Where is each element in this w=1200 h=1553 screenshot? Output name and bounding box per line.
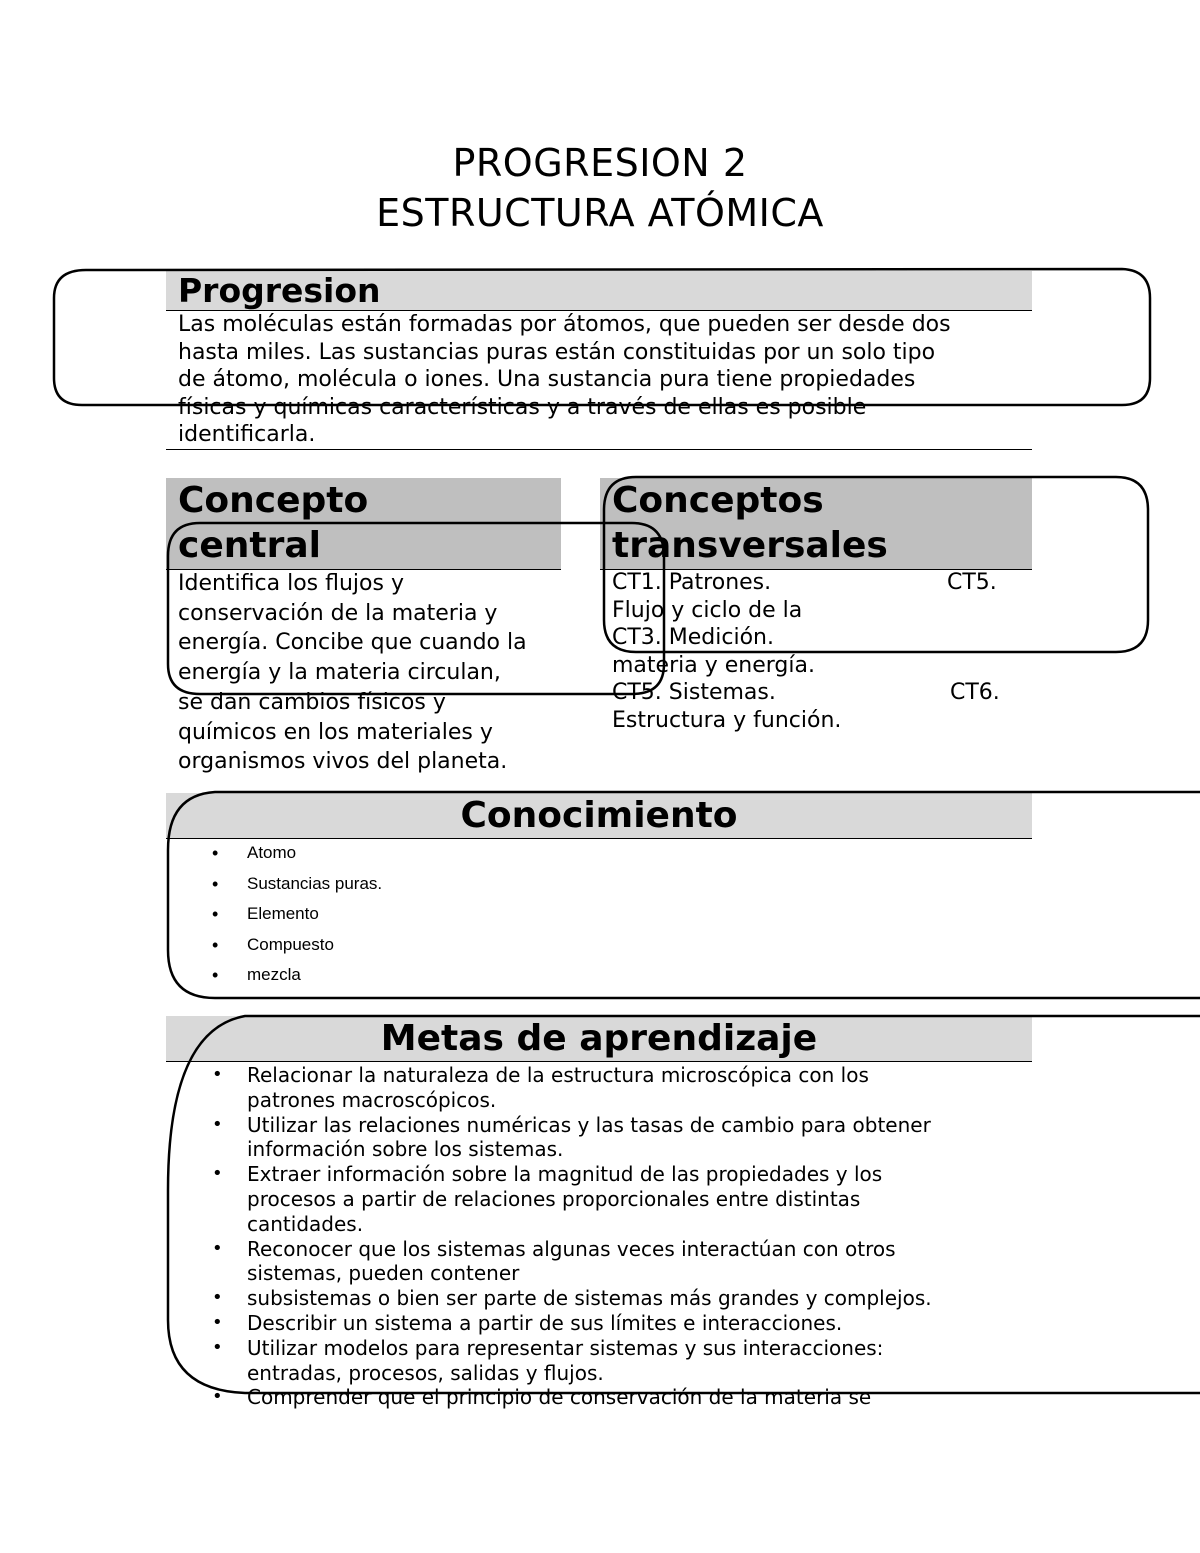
concepto-central-line: energía. Concibe que cuando la <box>178 630 527 656</box>
concepto-central-header <box>166 478 561 570</box>
list-item-text: Extraer información sobre la magnitud de las propiedades y los <box>247 1162 883 1187</box>
progresion-header <box>166 271 1032 311</box>
list-item-text: Compuesto <box>247 934 334 954</box>
ct-row-left: CT3. Medición. <box>612 625 774 650</box>
ct-row <box>612 624 1032 652</box>
list-item <box>166 1336 1032 1386</box>
list-item-text: mezcla <box>247 965 301 984</box>
concepto-central-line: organismos vivos del planeta. <box>178 749 508 775</box>
bullet-icon: • <box>212 1163 223 1185</box>
concepto-central-line: se dan cambios físicos y <box>178 689 446 715</box>
ct-row-right: CT6. <box>950 680 1000 705</box>
list-item <box>166 838 1032 869</box>
metas-heading: Metas de aprendizaje <box>380 1018 818 1059</box>
conocimiento-list <box>166 838 1032 991</box>
ct-row <box>612 597 1032 625</box>
concepto-central-heading-2: central <box>178 525 321 566</box>
list-item-text: subsistemas o bien ser parte de sistemas más grandes y complejos. <box>247 1286 932 1311</box>
list-item <box>166 1385 1032 1410</box>
list-item-text: Utilizar las relaciones numéricas y las tasas de cambio para obtener <box>247 1112 931 1137</box>
page-title-line2: ESTRUCTURA ATÓMICA <box>376 191 824 235</box>
list-item <box>166 1311 1032 1336</box>
ct-row <box>612 569 1032 597</box>
list-item-text: Utilizar modelos para representar sistemas y sus interacciones: <box>247 1335 884 1360</box>
bullet-icon: • <box>212 1064 223 1085</box>
list-item-text: Relacionar la naturaleza de la estructura microscópica con los <box>247 1063 869 1087</box>
progresion-line: identificarla. <box>178 422 316 447</box>
progresion-line: físicas y químicas características y a través de ellas es posible <box>178 394 867 420</box>
list-item-text: Comprender que el principio de conservación de la materia se <box>247 1385 872 1410</box>
ct-row-left: Flujo y ciclo de la <box>612 597 803 623</box>
progresion-divider <box>166 449 1032 450</box>
concepto-central-text <box>178 569 568 777</box>
conceptos-transversales-heading-2: transversales <box>612 525 888 566</box>
progresion-line: hasta miles. Las sustancias puras están constituidas por un solo tipo <box>178 339 936 365</box>
conceptos-transversales-heading-1: Conceptos <box>612 480 824 521</box>
ct-row-left: Estructura y función. <box>612 707 842 733</box>
list-item <box>166 1286 1032 1311</box>
bullet-icon: • <box>212 1386 223 1408</box>
list-item <box>166 1063 1032 1113</box>
ct-row-left: materia y energía. <box>612 652 815 678</box>
bullet-icon: • <box>212 1113 223 1135</box>
page-title-line1: PROGRESION 2 <box>452 141 748 185</box>
metas-list <box>166 1063 1032 1410</box>
list-item-text: sistemas, pueden contener <box>247 1261 520 1286</box>
list-item <box>166 1113 1032 1163</box>
concepto-central-line: conservación de la materia y <box>178 600 498 626</box>
list-item <box>166 1162 1032 1236</box>
conceptos-transversales-header <box>600 478 1032 570</box>
ct-row <box>612 652 1032 680</box>
bullet-icon: • <box>212 1237 223 1259</box>
list-item-text: Reconocer que los sistemas algunas veces interactúan con otros <box>247 1236 896 1261</box>
list-item <box>166 960 1032 991</box>
bullet-icon: • <box>212 934 219 955</box>
list-item-text: patrones macroscópicos. <box>247 1087 497 1112</box>
list-item-text: Elemento <box>247 904 319 923</box>
bullet-icon: • <box>212 843 219 863</box>
list-item-text: Describir un sistema a partir de sus límites e interacciones. <box>247 1310 843 1335</box>
ct-row-left: CT5. Sistemas. <box>612 680 776 705</box>
list-item-text: entradas, procesos, salidas y flujos. <box>247 1360 604 1385</box>
progresion-line: de átomo, molécula o iones. Una sustancia pura tiene propiedades <box>178 367 916 392</box>
list-item-text: Atomo <box>247 843 297 862</box>
concepto-central-line: químicos en los materiales y <box>178 719 493 745</box>
list-item <box>166 930 1032 961</box>
concepto-central-line: energía y la materia circulan, <box>178 660 501 686</box>
conocimiento-heading: Conocimiento <box>460 795 738 836</box>
list-item <box>166 869 1032 900</box>
concepto-central-heading-1: Concepto <box>178 480 369 521</box>
metas-header <box>166 1016 1032 1062</box>
bullet-icon: • <box>212 1287 223 1309</box>
list-item <box>166 899 1032 930</box>
progresion-heading: Progresion <box>178 271 381 310</box>
list-item-text: Sustancias puras. <box>247 873 383 893</box>
progresion-line: Las moléculas están formadas por átomos, que pueden ser desde dos <box>178 312 951 337</box>
concepto-central-line: Identifica los flujos y <box>178 571 404 596</box>
list-item-text: información sobre los sistemas. <box>247 1137 564 1162</box>
ct-row-right: CT5. <box>947 570 997 595</box>
list-item-text: cantidades. <box>247 1211 364 1236</box>
ct-row <box>612 707 1032 735</box>
conceptos-transversales-list <box>612 569 1032 734</box>
ct-row-left: CT1. Patrones. <box>612 570 772 595</box>
list-item <box>166 1237 1032 1287</box>
bullet-icon: • <box>212 1336 223 1358</box>
bullet-icon: • <box>212 873 219 894</box>
conocimiento-header <box>166 793 1032 839</box>
ct-row <box>612 679 1032 707</box>
progresion-text <box>178 311 1038 449</box>
bullet-icon: • <box>212 965 219 985</box>
list-item-text: procesos a partir de relaciones proporcionales entre distintas <box>247 1186 861 1211</box>
bullet-icon: • <box>212 1311 223 1333</box>
bullet-icon: • <box>212 904 219 924</box>
